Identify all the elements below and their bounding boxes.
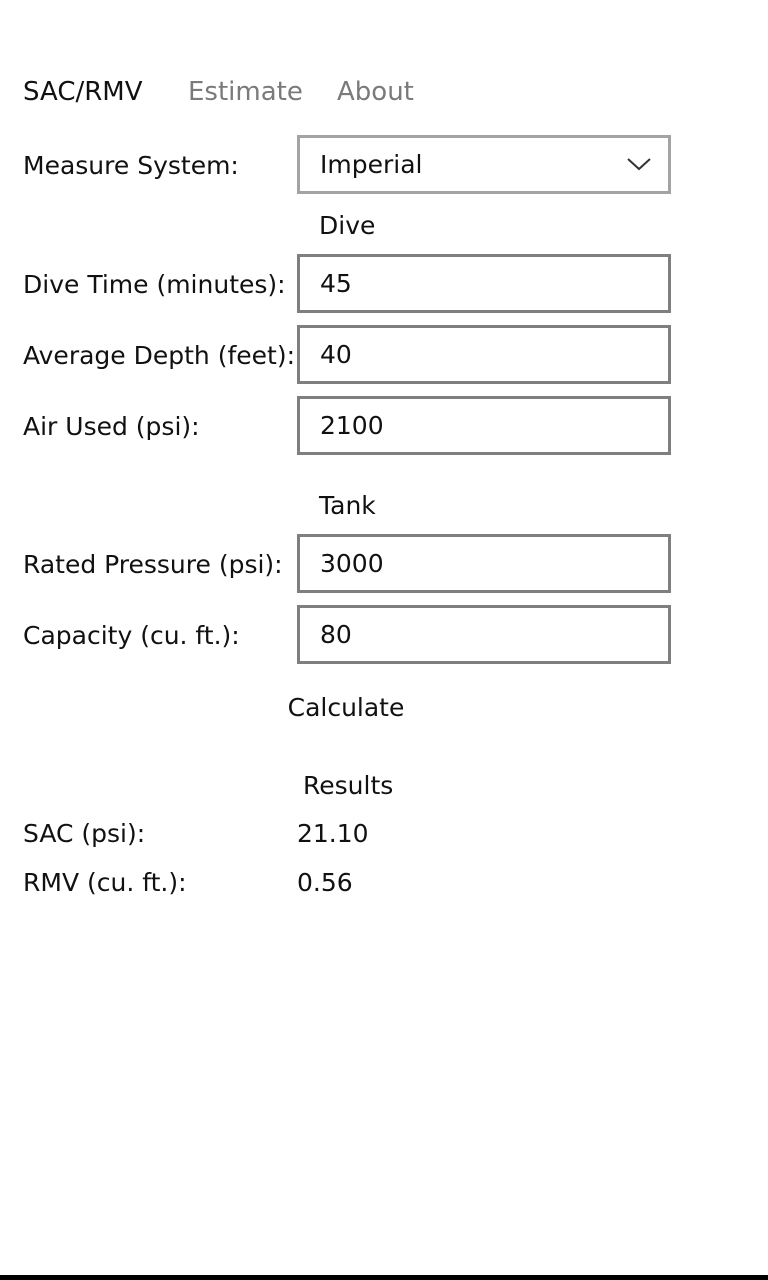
tab-sac-rmv[interactable]: SAC/RMV (23, 77, 143, 107)
dive-time-input[interactable] (300, 257, 668, 310)
tab-estimate[interactable]: Estimate (188, 77, 303, 107)
rmv-label: RMV (cu. ft.): (23, 868, 187, 897)
air-used-label: Air Used (psi): (23, 412, 200, 441)
calculate-button[interactable]: Calculate (287, 693, 405, 722)
capacity-field (297, 605, 671, 664)
dive-time-field (297, 254, 671, 313)
tank-section-title: Tank (319, 491, 376, 520)
average-depth-field (297, 325, 671, 384)
chevron-down-icon (626, 154, 652, 174)
capacity-label: Capacity (cu. ft.): (23, 621, 240, 650)
rmv-value: 0.56 (297, 868, 353, 897)
capacity-input[interactable] (300, 608, 668, 661)
air-used-field (297, 396, 671, 455)
measure-system-selected: Imperial (320, 150, 423, 179)
air-used-input[interactable] (300, 399, 668, 452)
tab-about[interactable]: About (337, 77, 414, 107)
average-depth-input[interactable] (300, 328, 668, 381)
sac-label: SAC (psi): (23, 819, 146, 848)
dive-time-label: Dive Time (minutes): (23, 270, 286, 299)
rated-pressure-field (297, 534, 671, 593)
results-section-title: Results (303, 771, 394, 800)
measure-system-label: Measure System: (23, 151, 239, 180)
dive-section-title: Dive (319, 211, 376, 240)
measure-system-dropdown[interactable] (297, 135, 671, 194)
sac-value: 21.10 (297, 819, 369, 848)
average-depth-label: Average Depth (feet): (23, 341, 295, 370)
rated-pressure-label: Rated Pressure (psi): (23, 550, 283, 579)
rated-pressure-input[interactable] (300, 537, 668, 590)
bottom-bar (0, 1275, 768, 1280)
